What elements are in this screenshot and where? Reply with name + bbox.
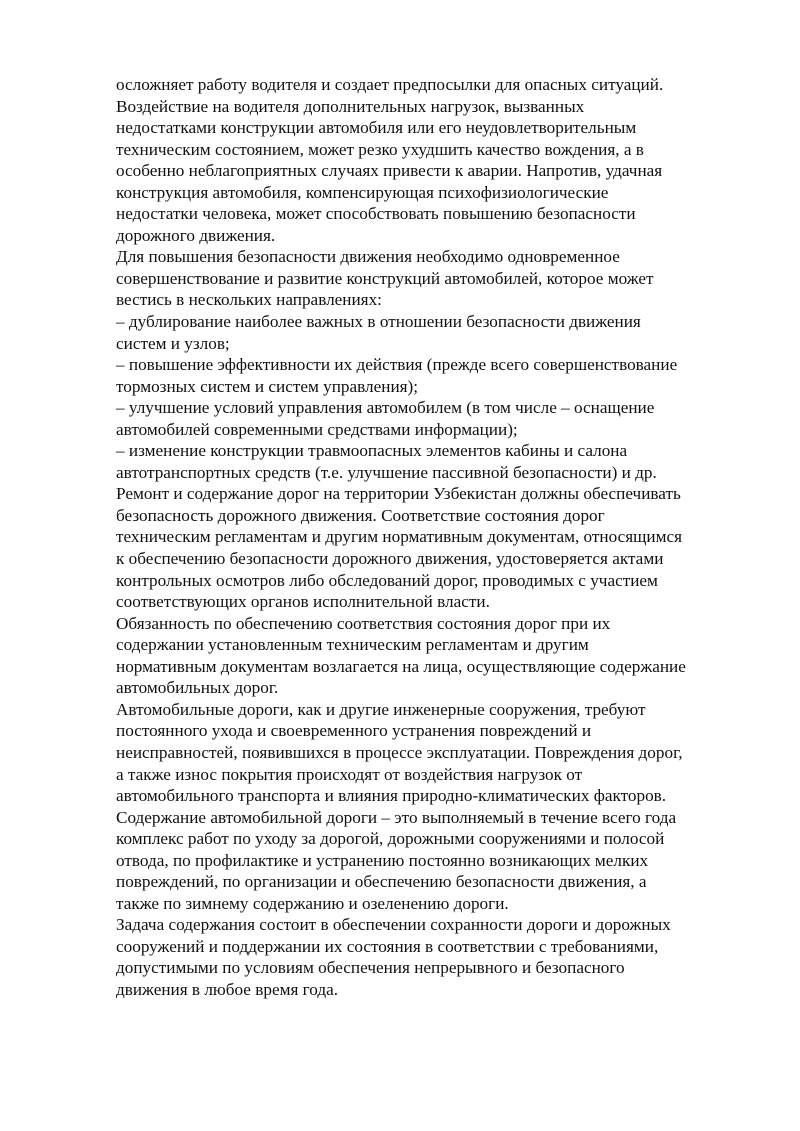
text-line: Автомобильные дороги, как и другие инженерные сооружения, требуют <box>116 699 646 719</box>
text-line: к обеспечению безопасности дорожного движения, удостоверяется актами <box>116 549 664 569</box>
text-line: Воздействие на водителя дополнительных нагрузок, вызванных <box>116 96 585 116</box>
text-line: допустимыми по условиям обеспечения непрерывного и безопасного <box>116 958 625 978</box>
text-line: Задача содержания состоит в обеспечении сохранности дороги и дорожных <box>116 915 671 935</box>
text-line: неисправностей, появившихся в процессе эксплуатации. Повреждения дорог, <box>116 742 683 762</box>
text-line: безопасность дорожного движения. Соответствие состояния дорог <box>116 505 605 525</box>
text-line: движения в любое время года. <box>116 979 339 999</box>
text-line: недостатки человека, может способствовать повышению безопасности <box>116 204 636 224</box>
text-line: автомобильного транспорта и влияния природно-климатических факторов. <box>116 786 667 806</box>
text-line: – изменение конструкции травмоопасных элементов кабины и салона <box>116 441 628 461</box>
text-line: особенно неблагоприятных случаях привести к аварии. Напротив, удачная <box>116 161 663 181</box>
text-line: вестись в нескольких направлениях: <box>116 290 382 310</box>
text-line: конструкция автомобиля, компенсирующая психофизиологические <box>116 182 609 202</box>
text-line: техническим регламентам и другим нормативным документам, относящимся <box>116 527 683 547</box>
text-line: совершенствование и развитие конструкций автомобилей, которое может <box>116 268 654 288</box>
text-line: сооружений и поддержании их состояния в соответствии с требованиями, <box>116 936 659 956</box>
text-line: систем и узлов; <box>116 333 230 353</box>
text-line: постоянного ухода и своевременного устранения повреждений и <box>116 721 592 741</box>
text-line: Ремонт и содержание дорог на территории Узбекистан должны обеспечивать <box>116 484 681 504</box>
text-line: а также износ покрытия происходят от воздействия нагрузок от <box>116 764 583 784</box>
text-line: автотранспортных средств (т.е. улучшение пассивной безопасности) и др. <box>116 462 657 482</box>
text-line: осложняет работу водителя и создает предпосылки для опасных ситуаций. <box>116 75 664 94</box>
text-line: автомобильных дорог. <box>116 678 279 698</box>
document-body-text <box>116 74 746 1001</box>
text-line: дорожного движения. <box>116 225 276 245</box>
document-page <box>116 74 746 1001</box>
text-line: повреждений, по организации и обеспечению безопасности движения, а <box>116 872 647 892</box>
text-line: соответствующих органов исполнительной власти. <box>116 592 490 612</box>
text-line: Обязанность по обеспечению соответствия состояния дорог при их <box>116 613 611 633</box>
text-line: содержании установленным техническим регламентам и другим <box>116 635 589 655</box>
text-line: техническим состоянием, может резко ухудшить качество вождения, а в <box>116 139 644 159</box>
text-line: контрольных осмотров либо обследований дорог, проводимых с участием <box>116 570 658 590</box>
text-line: Содержание автомобильной дороги – это выполняемый в течение всего года <box>116 807 677 827</box>
text-line: тормозных систем и систем управления); <box>116 376 419 396</box>
text-line: нормативным документам возлагается на лица, осуществляющие содержание <box>116 656 686 676</box>
text-line: – повышение эффективности их действия (прежде всего совершенствование <box>116 355 678 375</box>
text-line: – дублирование наиболее важных в отношении безопасности движения <box>116 312 641 332</box>
text-line: комплекс работ по уходу за дорогой, дорожными сооружениями и полосой <box>116 829 665 849</box>
text-line: Для повышения безопасности движения необходимо одновременное <box>116 247 620 267</box>
text-line: недостатками конструкции автомобиля или его неудовлетворительным <box>116 118 637 138</box>
text-line: отвода, по профилактике и устранению постоянно возникающих мелких <box>116 850 649 870</box>
text-line: также по зимнему содержанию и озеленению дороги. <box>116 893 509 913</box>
text-line: автомобилей современными средствами информации); <box>116 419 518 439</box>
text-line: – улучшение условий управления автомобилем (в том числе – оснащение <box>116 398 655 418</box>
